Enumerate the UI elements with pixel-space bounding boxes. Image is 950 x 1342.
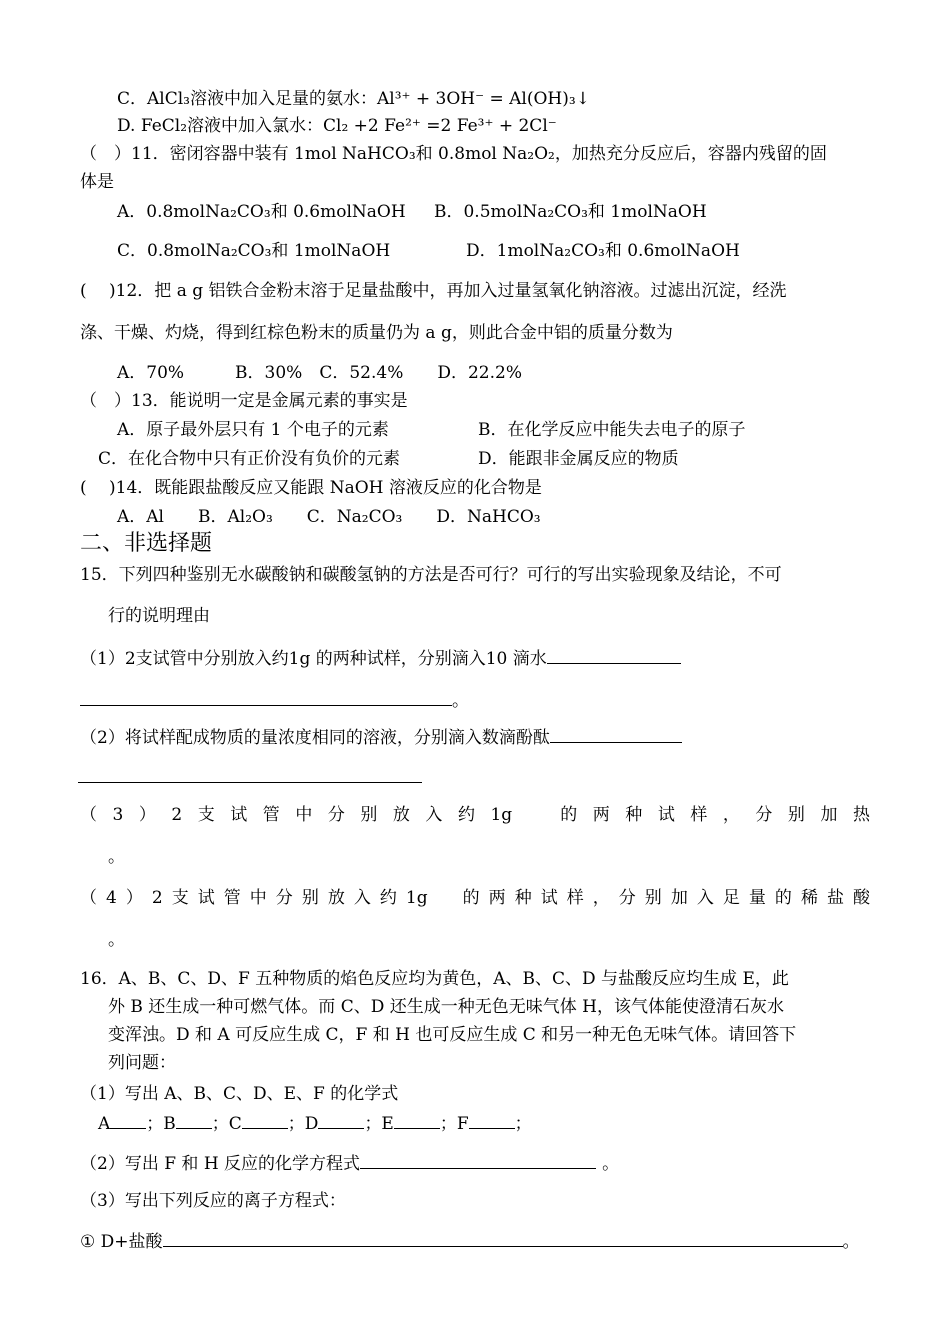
q11-stem: （ ）11．密闭容器中装有 1mol NaHCO₃和 0.8mol Na₂O₂，加热充分反应后，容器内残留的固 [80, 144, 827, 164]
q16-sub2-text: （2）写出 F 和 H 反应的化学方程式 [80, 1154, 361, 1174]
label-end: ； [514, 1114, 532, 1134]
label-b: ；B [146, 1114, 176, 1134]
q15-stem: 15．下列四种鉴别无水碳酸钠和碳酸氢钠的方法是否可行？可行的写出实验现象及结论，不可 [80, 565, 782, 585]
q15-stem-cont: 行的说明理由 [108, 606, 210, 626]
q15-part2-text: （2）将试样配成物质的量浓度相同的溶液，分别滴入数滴酚酞 [80, 728, 550, 748]
q15-part1-line2 [80, 689, 469, 712]
answer-blank[interactable] [80, 689, 452, 706]
label-f: ；F [439, 1114, 469, 1134]
q12-stem: ( )12．把 a g 铝铁合金粉末溶于足量盐酸中，再加入过量氢氧化钠溶液。过滤出沉淀，经洗 [80, 281, 787, 301]
q15-part4-end: 。 [108, 930, 125, 950]
q11-stem-cont: 体是 [80, 172, 114, 192]
q12-options: A．70% B．30% C．52.4% D．22.2% [117, 363, 522, 383]
q11-option-a: A．0.8molNa₂CO₃和 0.6molNaOH [117, 202, 406, 222]
q15-part3-end: 。 [108, 847, 125, 867]
section-heading: 二、非选择题 [80, 531, 213, 556]
q15-part2 [80, 726, 682, 749]
q16-sub2 [80, 1152, 619, 1175]
q16-stem-line1: 16．A、B、C、D、F 五种物质的焰色反应均为黄色，A、B、C、D 与盐酸反应均生成 E，此 [80, 969, 789, 989]
q16-sub1: （1）写出 A、B、C、D、E、F 的化学式 [80, 1084, 399, 1104]
q13-option-d: D．能跟非金属反应的物质 [478, 449, 679, 469]
q13-option-a: A．原子最外层只有 1 个电子的元素 [117, 420, 389, 440]
blank-e[interactable] [394, 1112, 440, 1129]
q16-sub3-a [80, 1230, 860, 1253]
q16-stem-line4: 列问题： [108, 1053, 176, 1073]
q13-option-c: C．在化合物中只有正价没有负价的元素 [98, 449, 401, 469]
q16-sub3: （3）写出下列反应的离子方程式： [80, 1191, 346, 1211]
answer-blank[interactable] [78, 766, 422, 783]
blank-c[interactable] [242, 1112, 288, 1129]
q13-stem: （ ）13．能说明一定是金属元素的事实是 [80, 391, 408, 411]
q10-option-d: D. FeCl₂溶液中加入氯水：Cl₂ +2 Fe²⁺ =2 Fe³⁺ + 2Cl⁻ [117, 116, 557, 136]
q15-part3: （3）2支试管中分别放入约1g 的两种试样，分别加热 [80, 805, 870, 825]
q15-part1-end: 。 [452, 691, 469, 711]
q16-sub3-a-end: 。 [842, 1232, 860, 1252]
label-c: ；C [211, 1114, 242, 1134]
q16-sub3-a-text: ① D+盐酸 [80, 1232, 163, 1252]
answer-blank[interactable] [163, 1230, 843, 1247]
q16-stem-line3: 变浑浊。D 和 A 可反应生成 C，F 和 H 也可反应生成 C 和另一种无色无味气体。请回答下 [108, 1025, 797, 1045]
answer-blank[interactable] [550, 726, 682, 743]
q15-part1 [80, 647, 681, 670]
label-d: ；D [287, 1114, 319, 1134]
q16-stem-line2: 外 B 还生成一种可燃气体。而 C、D 还生成一种无色无味气体 H，该气体能使澄清石灰水 [108, 997, 784, 1017]
q15-part4: （4）2支试管中分别放入约1g 的两种试样，分别加入足量的稀盐酸 [80, 888, 870, 908]
q16-sub2-end: 。 [602, 1154, 620, 1174]
q11-option-b: B．0.5molNa₂CO₃和 1molNaOH [434, 202, 707, 222]
q13-option-b: B．在化学反应中能失去电子的原子 [478, 420, 746, 440]
q16-formula-blanks [98, 1112, 532, 1135]
q10-option-c: C．AlCl₃溶液中加入足量的氨水：Al³⁺ + 3OH⁻ = Al(OH)₃↓ [117, 89, 590, 109]
q15-part2-line2 [78, 766, 422, 789]
answer-blank[interactable] [547, 647, 681, 664]
blank-a[interactable] [110, 1112, 146, 1129]
blank-f[interactable] [469, 1112, 515, 1129]
q14-stem: ( )14．既能跟盐酸反应又能跟 NaOH 溶液反应的化合物是 [80, 478, 542, 498]
q11-option-c: C．0.8molNa₂CO₃和 1molNaOH [117, 241, 391, 261]
q12-stem-cont: 涤、干燥、灼烧，得到红棕色粉末的质量仍为 a g，则此合金中铝的质量分数为 [80, 323, 673, 343]
q14-options: A．Al B．Al₂O₃ C．Na₂CO₃ D．NaHCO₃ [117, 507, 541, 527]
answer-blank[interactable] [360, 1152, 596, 1169]
q15-part1-text: （1）2支试管中分别放入约1g 的两种试样，分别滴入10 滴水 [80, 649, 547, 669]
blank-d[interactable] [318, 1112, 364, 1129]
label-e: ；E [364, 1114, 394, 1134]
label-a: A [98, 1114, 111, 1134]
blank-b[interactable] [176, 1112, 212, 1129]
q11-option-d: D．1molNa₂CO₃和 0.6molNaOH [466, 241, 740, 261]
